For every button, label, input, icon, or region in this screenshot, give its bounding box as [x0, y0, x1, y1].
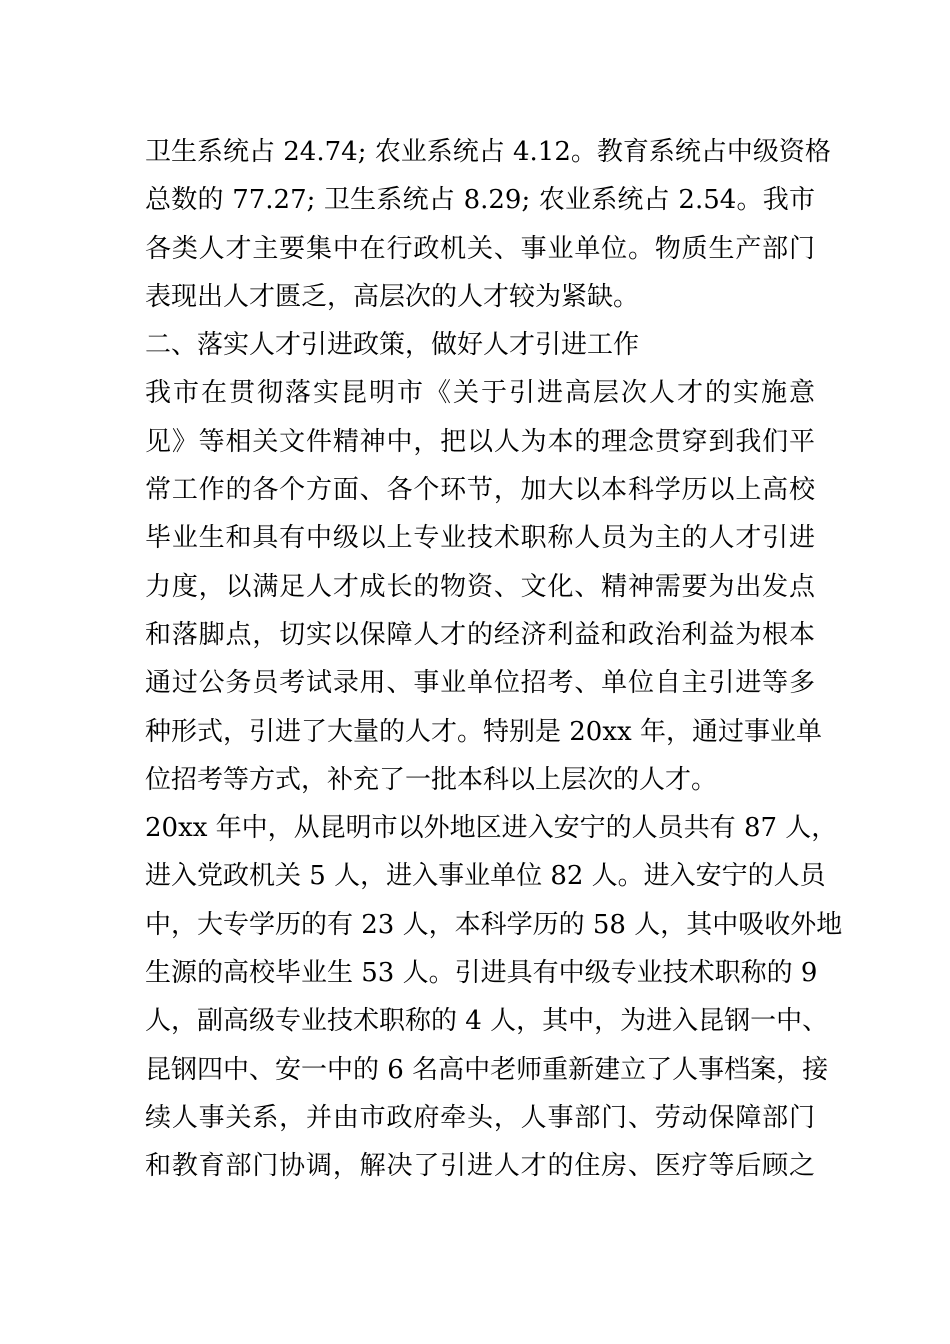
document-body: [145, 128, 843, 1191]
text-line: 毕业生和具有中级以上专业技术职称人员为主的人才引进: [145, 523, 815, 554]
section-heading: 二、落实人才引进政策，做好人才引进工作: [145, 330, 640, 361]
paragraph-2: [145, 369, 822, 804]
text-line: 进入党政机关 5 人，进入事业单位 82 人。进入安宁的人员: [145, 861, 826, 892]
text-line: 表现出人才匮乏，高层次的人才较为紧缺。: [145, 281, 640, 312]
text-line: 卫生系统占 24.74; 农业系统占 4.12。教育系统占中级资格: [145, 137, 831, 167]
text-line: 力度，以满足人才成长的物资、文化、精神需要为出发点: [145, 571, 815, 602]
text-line: 通过公务员考试录用、事业单位招考、单位自主引进等多: [145, 668, 815, 699]
text-line: 各类人才主要集中在行政机关、事业单位。物质生产部门: [145, 233, 815, 264]
text-line: 和落脚点，切实以保障人才的经济利益和政治利益为根本: [145, 619, 815, 650]
text-line: 人，副高级专业技术职称的 4 人，其中，为进入昆钢一中、: [145, 1006, 829, 1037]
text-line: 见》等相关文件精神中，把以人为本的理念贯穿到我们平: [145, 426, 815, 457]
text-line: 常工作的各个方面、各个环节，加大以本科学历以上高校: [145, 475, 815, 506]
text-line: 生源的高校毕业生 53 人。引进具有中级专业技术职称的 9: [145, 958, 818, 989]
paragraph-1: [145, 128, 831, 321]
text-line: 续人事关系，并由市政府牵头，人事部门、劳动保障部门: [145, 1102, 815, 1133]
paragraph-3: [145, 804, 843, 1190]
text-line: 总数的 77.27; 卫生系统占 8.29; 农业系统占 2.54。我市: [145, 185, 815, 216]
text-line: 我市在贯彻落实昆明市《关于引进高层次人才的实施意: [145, 378, 815, 409]
text-line: 位招考等方式，补充了一批本科以上层次的人才。: [145, 764, 718, 795]
text-line: 昆钢四中、安一中的 6 名高中老师重新建立了人事档案，接: [145, 1054, 829, 1085]
text-line: 和教育部门协调，解决了引进人才的住房、医疗等后顾之: [145, 1151, 815, 1182]
text-line: 20xx 年中，从昆明市以外地区进入安宁的人员共有 87 人，: [145, 813, 838, 844]
text-line: 种形式，引进了大量的人才。特别是 20xx 年，通过事业单: [145, 716, 822, 747]
text-line: 中，大专学历的有 23 人，本科学历的 58 人，其中吸收外地: [145, 909, 843, 940]
